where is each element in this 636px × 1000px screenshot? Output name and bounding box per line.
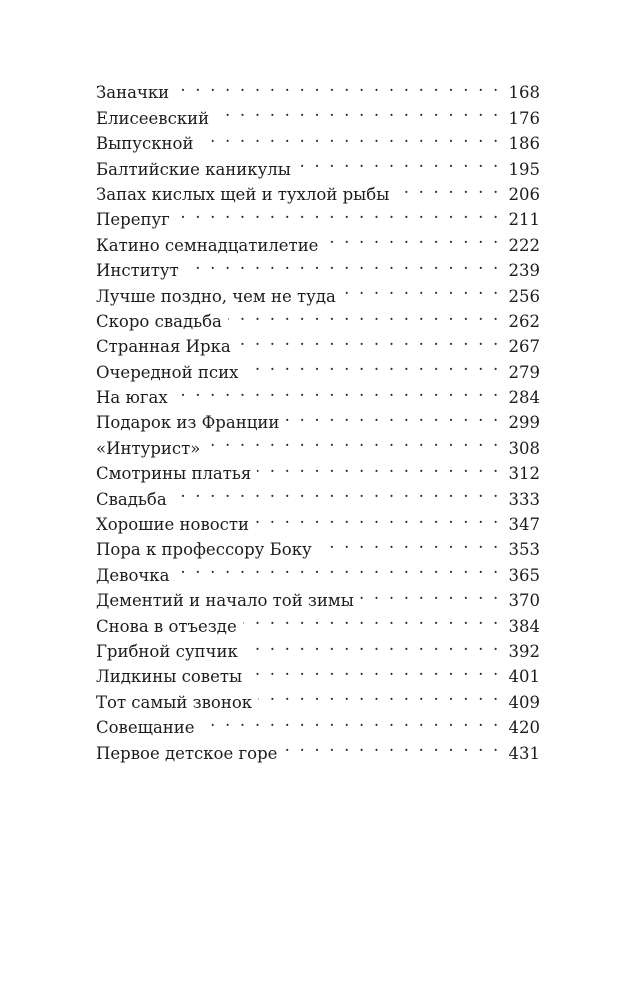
toc-entry-page: 211 — [508, 210, 540, 230]
toc-entry-page: 308 — [508, 438, 540, 458]
toc-entry-title: Лучше поздно, чем не туда — [96, 286, 336, 306]
toc-entry-title: Пора к профессору Боку — [96, 540, 312, 560]
toc-entry-page: 262 — [508, 311, 540, 331]
toc-dot-leader — [248, 657, 500, 682]
toc-dot-leader — [175, 73, 500, 98]
toc-entry-title: Катино семнадцатилетие — [96, 235, 319, 255]
toc-entry-title: Странная Ирка — [96, 337, 231, 357]
toc-dot-leader — [244, 352, 500, 377]
toc-entry-page: 279 — [508, 362, 540, 382]
toc-entry-title: Подарок из Франции — [96, 413, 280, 433]
toc-entry-page: 284 — [508, 388, 540, 408]
toc-dot-leader — [199, 124, 500, 149]
toc-entry-title: «Интурист» — [96, 438, 201, 458]
toc-dot-leader — [324, 225, 500, 250]
toc-dot-leader — [255, 505, 500, 530]
toc-entry-title: Перепуг — [96, 210, 170, 230]
toc-entry-title: Хорошие новости — [96, 515, 250, 535]
toc-entry-page: 256 — [508, 286, 540, 306]
toc-dot-leader — [174, 378, 501, 403]
toc-entry-page: 420 — [508, 718, 540, 738]
toc-dot-leader — [257, 454, 500, 479]
toc-entry-title: Тот самый звонок — [96, 692, 253, 712]
toc-dot-leader — [318, 530, 501, 555]
toc-dot-leader — [201, 708, 501, 733]
table-of-contents — [96, 73, 540, 763]
toc-entry-page: 168 — [508, 83, 540, 103]
toc-dot-leader — [228, 302, 501, 327]
toc-dot-leader — [285, 403, 500, 428]
toc-dot-leader — [342, 276, 501, 301]
toc-entry-title: Елисеевский — [96, 108, 210, 128]
toc-entry-title: Грибной супчик — [96, 641, 238, 661]
toc-entry-page: 401 — [508, 667, 540, 687]
toc-dot-leader — [176, 200, 501, 225]
toc-entry-page: 392 — [508, 641, 540, 661]
toc-dot-leader — [243, 606, 501, 631]
toc-entry-title: Свадьба — [96, 489, 167, 509]
toc-entry-title: Первое детское горе — [96, 743, 278, 763]
toc-dot-leader — [297, 149, 501, 174]
toc-entry-title: Совещание — [96, 718, 195, 738]
toc-entry-page: 431 — [508, 743, 540, 763]
toc-entry-page: 312 — [508, 464, 540, 484]
toc-entry-title: На югах — [96, 388, 168, 408]
toc-entry-page: 186 — [508, 134, 540, 154]
toc-dot-leader — [173, 479, 501, 504]
toc-dot-leader — [237, 327, 501, 352]
toc-dot-leader — [206, 428, 500, 453]
toc-dot-leader — [244, 632, 501, 657]
toc-entry-title: Заначки — [96, 83, 170, 103]
toc-dot-leader — [175, 555, 500, 580]
toc-entry-title: Выпускной — [96, 134, 194, 154]
toc-entry-page: 370 — [508, 591, 540, 611]
toc-entry-title: Запах кислых щей и тухлой рыбы — [96, 184, 390, 204]
toc-entry-page: 222 — [508, 235, 540, 255]
toc-entry-page: 333 — [508, 489, 540, 509]
toc-dot-leader — [258, 682, 500, 707]
toc-entry-title: Скоро свадьба — [96, 311, 222, 331]
toc-dot-leader — [185, 251, 501, 276]
toc-entry-page: 384 — [508, 616, 540, 636]
toc-entry-page: 409 — [508, 692, 540, 712]
toc-entry-page: 299 — [508, 413, 540, 433]
toc-entry-title: Девочка — [96, 565, 170, 585]
toc-entry-page: 365 — [508, 565, 540, 585]
toc-dot-leader — [215, 98, 500, 123]
toc-dot-leader — [360, 581, 501, 606]
toc-entry-page: 267 — [508, 337, 540, 357]
toc-entry-page: 347 — [508, 515, 540, 535]
toc-dot-leader — [283, 733, 500, 758]
toc-entry-page: 195 — [508, 159, 540, 179]
toc-entry-page: 176 — [508, 108, 540, 128]
toc-entry-title: Смотрины платья — [96, 464, 252, 484]
toc-entry-page: 239 — [508, 261, 540, 281]
toc-entry-title: Снова в отъезде — [96, 616, 237, 636]
toc-entry-title: Дементий и начало той зимы — [96, 591, 354, 611]
toc-entry-title: Очередной псих — [96, 362, 239, 382]
toc-entry-title: Институт — [96, 261, 179, 281]
toc-entry-page: 353 — [508, 540, 540, 560]
toc-entry-page: 206 — [508, 184, 540, 204]
toc-entry-title: Балтийские каникулы — [96, 159, 291, 179]
toc-entry — [96, 73, 540, 103]
toc-dot-leader — [395, 175, 500, 200]
toc-entry-title: Лидкины советы — [96, 667, 243, 687]
